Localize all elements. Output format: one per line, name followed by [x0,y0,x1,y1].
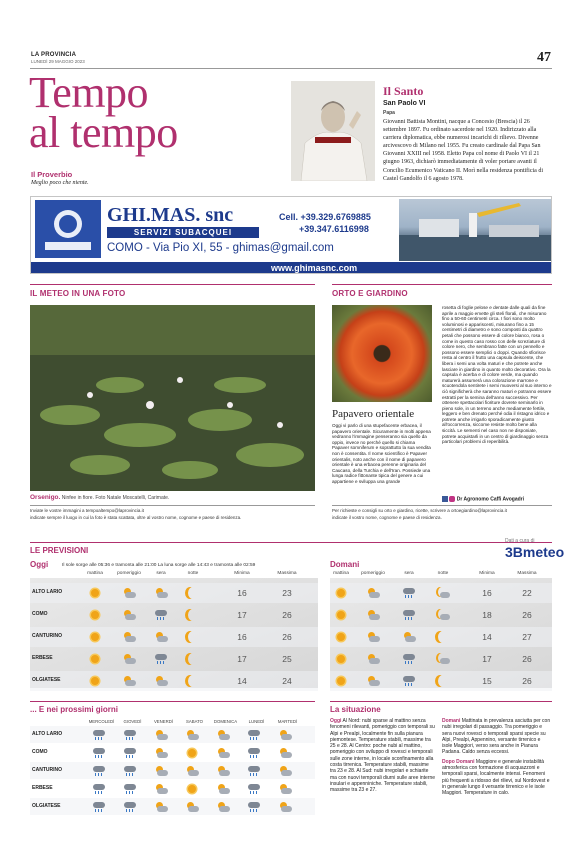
publication-name: LA PROVINCIA [31,52,77,58]
page-title [29,68,178,157]
partly-cloudy-icon [278,801,292,813]
foto-invite-email: Inviate le vostre immagini a tempoaltempo@laprovincia.it [30,508,144,513]
rain-cloud-icon [402,609,416,621]
prossimi-day-6: MARTEDÌ [277,719,298,724]
oggi-loc: OLGIATESE [32,677,61,683]
sun-icon [334,675,348,687]
ad-photo [399,199,551,261]
partly-cloudy-icon [402,631,416,643]
previsioni-rule [30,542,552,543]
prossimi-row-band [30,798,315,815]
prossimi-loc: ALTO LARIO [32,731,63,737]
partly-cloudy-icon [154,765,168,777]
sun-icon [334,631,348,643]
santo-role: Papa [383,110,395,116]
orto-bottom-rule [332,505,552,506]
moon-cloud-icon [436,609,450,621]
prossimi-row-band [30,762,315,779]
title-line-1: Tempo [29,68,149,117]
partly-cloudy-icon [366,631,380,643]
rain-cloud-icon [247,765,261,777]
situazione-oggi-text: Al Nord: nubi sparse al mattino senza fenomeni rilevanti, pomeriggio con temporali su Alpi e Prealpi, localmente fin sulla pianura piemontese. Temperature stabili, massime tra 25 e 28. Al Centro: poche nubi al mattino, pomeriggio con sviluppo di rovesci e temporali sulle zone interne, in locale sconfinamento alla costa tirrenica. Temperature stabili, massime tra 23 e 28. Al Sud: nubi irregolari e schiarite ma con nuovi temporali diurni sulle aree interne insulari e appenniniche. Temperature stabili, massime tra 23 e 27. [330,718,436,794]
domani-col-3: notte [437,571,449,576]
prossimi-label: ... E nei prossimi giorni [30,705,119,714]
partly-cloudy-icon [154,587,168,599]
partly-cloudy-icon [216,729,230,741]
domani-min-temp: 15 [482,676,492,686]
domani-min-temp: 14 [482,632,492,642]
meteo-foto-invite [30,508,315,521]
rain-cloud-icon [92,729,106,741]
oggi-max-temp: 24 [282,676,292,686]
domani-col-0: mattina [333,571,349,576]
situazione-domani-text: Mattinata in prevalenza asciutta per con nubi irregolari di passaggio. Tra pomeriggio e sera nuovi rovesci o temporali sparsi specie su Alpi, Prealpi, Appennino, versante tirrenico e isole Maggiori, verso sera anche in Pianura Padana. Caldo senza eccessi. [442,718,551,756]
prossimi-rule [30,701,315,702]
caption-text: Ninfee in fiore. Foto Natale Moscatelli, Carimate. [61,495,170,501]
rain-cloud-icon [123,747,137,759]
partly-cloudy-icon [216,765,230,777]
situazione-dopo-head: Dopo Domani [442,758,475,765]
prossimi-day-2: VENERDÌ [153,719,174,724]
partly-cloudy-icon [122,609,136,621]
poppy-photo [332,305,432,402]
oggi-loc: ERBESE [32,655,53,661]
prossimi-day-0: MERCOLEDÌ [88,719,115,724]
sun-icon [88,675,102,687]
partly-cloudy-icon [185,765,199,777]
partly-cloudy-icon [278,765,292,777]
rain-cloud-icon [92,765,106,777]
ad-logo [35,200,101,258]
datic-label: Dati a cura di [505,538,535,544]
orto-label: ORTO E GIARDINO [332,289,408,298]
partly-cloudy-icon [122,653,136,665]
title-line-2: al tempo [29,108,178,157]
foto-invite-note: indicate sempre il luogo in cui la foto è stata scattata, oltre al vostro nome, cognome e paese di residenza. [30,514,242,520]
oggi-loc: COMO [32,611,48,617]
rain-cloud-icon [123,783,137,795]
partly-cloudy-icon [185,729,199,741]
domani-col-4: Minima [479,571,495,576]
domani-col-2: sera [404,571,414,576]
domani-max-temp: 22 [522,588,532,598]
prossimi-day-1: GIOVEDÌ [123,719,142,724]
santo-body: Giovanni Battista Montini, nacque a Concesio (Brescia) il 26 settembre 1897. Fu ordinato sacerdote nel 1920. Indirizzato alla carriera diplomatica, ebbe numerosi incarichi di rilievo. Divenne arcivescovo di Milano nel 1955. Fu creato cardinale dal Papa San Giovanni XXIII nel 1958. Eletto Papa col nome di Paolo VI il 21 giugno 1963, dichiarò immediatamente di voler portare avanti il Concilio Ecumenico Vaticano II. Morì nella residenza pontificia di Castel Gandolfo il 6 agosto 1978. [383,119,544,182]
partly-cloudy-icon [154,631,168,643]
domani-min-temp: 17 [482,654,492,664]
oggi-col-2: sera [156,571,166,576]
rain-cloud-icon [402,675,416,687]
sun-icon [88,587,102,599]
moon-icon [186,653,200,665]
domani-max-temp: 26 [522,654,532,664]
orto-title: Papavero orientale [332,408,415,420]
meteo-foto-label: IL METEO IN UNA FOTO [30,289,126,298]
prossimi-loc: ERBESE [32,785,53,791]
ad-phone-1: +39.329.6769885 [300,212,371,222]
rain-cloud-icon [154,653,168,665]
oggi-min-temp: 16 [237,588,247,598]
situazione-dopo-text: Maggiore e generale instabilità atmosferica con formazione di acquazzoni e temporali sparsi, localmente intensi. Fenomeni più frequenti a ridosso dei rilievi, sul Nordovest e in generale lungo il versante tirrenico e le isole Maggiori. Temperature in calo. [442,758,550,797]
oggi-min-temp: 16 [237,632,247,642]
partly-cloudy-icon [278,783,292,795]
ad-url-link[interactable]: www.ghimasnc.com [271,263,358,273]
sun-icon [88,631,102,643]
rain-cloud-icon [402,653,416,665]
meteo-foto-bottom-rule [30,505,315,506]
rain-cloud-icon [247,783,261,795]
oggi-col-4: Minima [234,571,250,576]
proverbio-label: Il Proverbio [31,170,73,179]
oggi-min-temp: 14 [237,676,247,686]
rain-cloud-icon [123,801,137,813]
partly-cloudy-icon [366,653,380,665]
rain-cloud-icon [247,729,261,741]
partly-cloudy-icon [154,729,168,741]
situazione-domani [442,718,552,797]
facebook-icon [442,496,448,502]
previsioni-label: LE PREVISIONI [30,546,89,555]
domani-max-temp: 27 [522,632,532,642]
partly-cloudy-icon [154,675,168,687]
moon-cloud-icon [436,587,450,599]
rain-cloud-icon [92,783,106,795]
situazione-oggi-head: Oggi [330,718,342,724]
partly-cloudy-icon [154,747,168,759]
situazione-label: La situazione [330,705,381,714]
rain-cloud-icon [92,747,106,759]
oggi-col-3: notte [187,571,199,576]
domani-min-temp: 16 [482,588,492,598]
prossimi-day-3: SABATO [185,719,204,724]
orto-invite-email: Per richieste e consigli su orto e giardino, ricette, scrivere a ortoegiardino@laprovincia.it [332,508,507,513]
oggi-label: Oggi [30,560,49,569]
proverbio-text: Meglio poco che niente. [31,180,89,186]
situazione-rule [330,701,552,702]
domani-max-temp: 26 [522,676,532,686]
orto-invite-note: indicate il vostro nome, cognome e paese di residenza. [332,514,442,520]
orto-author: Dr Agronomo Caffi Avogadri [456,496,525,503]
partly-cloudy-icon [216,747,230,759]
issue-date: LUNEDÌ 29 MAGGIO 2023 [31,59,85,64]
oggi-max-temp: 23 [282,588,292,598]
rain-cloud-icon [123,729,137,741]
sun-icon [334,609,348,621]
meteo-foto-caption [30,494,169,501]
partly-cloudy-icon [122,587,136,599]
rain-cloud-icon [247,747,261,759]
ad-subtitle: SERVIZI SUBACQUEI [107,227,259,238]
partly-cloudy-icon [366,587,380,599]
domani-max-temp: 26 [522,610,532,620]
page-number: 47 [537,50,551,65]
prossimi-day-5: LUNEDÌ [248,719,265,724]
situazione-domani-head: Domani [442,718,461,724]
partly-cloudy-icon [278,747,292,759]
santo-section-title: Il Santo [383,84,424,98]
rain-cloud-icon [123,765,137,777]
sun-icon [185,747,199,759]
oggi-max-temp: 25 [282,654,292,664]
partly-cloudy-icon [185,801,199,813]
domani-min-temp: 18 [482,610,492,620]
ad-phones [279,211,371,235]
partly-cloudy-icon [216,801,230,813]
partly-cloudy-icon [122,631,136,643]
ad-address: COMO - Via Pio XI, 55 - ghimas@gmail.com [107,242,334,254]
partly-cloudy-icon [122,675,136,687]
moon-icon [186,631,200,643]
moon-cloud-icon [436,653,450,665]
oggi-max-temp: 26 [282,610,292,620]
oggi-min-temp: 17 [237,654,247,664]
sun-icon [334,587,348,599]
oggi-col-0: mattina [87,571,103,576]
rain-cloud-icon [154,609,168,621]
sun-icon [334,653,348,665]
santo-name: San Paolo VI [383,100,426,107]
caption-place: Orsenigo. [30,494,61,501]
partly-cloudy-icon [278,729,292,741]
rain-cloud-icon [92,801,106,813]
ad-company-name: GHI.MAS. snc [107,204,234,226]
orto-column-1: Oggi vi parlo di una stupefacente erbacea, il papavero orientale. Sicuramente in molti appena vedranno l'immagine penseranno sia quello da oppio, invece no perché quello si chiama Papaver somniferum e soprattutto la sua vendita non è consentita. Il nome scientifico è Papaver orientalis, noto anche con il nome di papavero orientale è una erbacea perenne originaria del Caucaso, della Turchia e dell'Iran. Possiede una lunga radice fittonante tipica del genere a cui appartiene e sviluppa una grande [332,423,431,484]
advertisement[interactable] [30,196,552,274]
rain-cloud-icon [247,801,261,813]
meteo-foto-rule [30,284,315,285]
partly-cloudy-icon [216,783,230,795]
3bmeteo-logo: 3Bmeteo [505,544,565,560]
oggi-min-temp: 17 [237,610,247,620]
oggi-col-5: Massima [277,571,297,576]
moon-icon [186,587,200,599]
domani-col-5: Massima [517,571,537,576]
orto-invite [332,508,552,521]
partly-cloudy-icon [154,783,168,795]
oggi-col-1: pomeriggio [117,571,141,576]
partly-cloudy-icon [366,609,380,621]
moon-icon [186,609,200,621]
sun-icon [185,783,199,795]
moon-icon [186,675,200,687]
domani-label: Domani [330,560,360,569]
orto-rule [332,284,552,285]
moon-icon [436,631,450,643]
orto-signature [442,496,524,502]
instagram-icon [449,496,455,502]
domani-col-1: pomeriggio [361,571,385,576]
ad-phone-2: +39.347.6116998 [299,224,369,234]
partly-cloudy-icon [154,801,168,813]
rain-cloud-icon [402,587,416,599]
oggi-loc: CANTURINO [32,633,62,639]
meteo-foto-image [30,305,315,491]
prossimi-day-4: DOMENICA [213,719,238,724]
oggi-loc: ALTO LARIO [32,589,63,595]
oggi-max-temp: 26 [282,632,292,642]
prossimi-loc: COMO [32,749,48,755]
santo-photo [291,81,375,181]
moon-icon [436,675,450,687]
prossimi-loc: OLGIATESE [32,803,61,809]
orto-column-2: rosetta di foglie pelose e dentate dalle quali da fine aprile a maggio emette gli steli florali, che misurano fino a 50-60 centimetri circa. I fiori sono molto voluminosi e appariscenti, misurano fino a 15 centimetri di diametro e sono composti da quattro petali che possono essere di colore bianco, rosa o come in questo caso rosso con delle screziature di colore nero, che sembrano fatte con un pennello e possono essere semplici o doppi. Quando sfiorisce resta al centro il frutto una capsula deiscente, che libera i semi una volta maturi e che potrete anche lasciare in giardino in quanto molto decorativo. Ora la capsula è acerba e di colore verde, ma quando maturerà assumerà una colorazione marrone e scuotendola sentirete i semi muoversi al suo interno e ciò significherà che saranno maturi e potranno essere estratti per la semina dell'anno successivo. Per ottenere spettacolari fioriture dovrete seminarlo in pieno sole, in un terreno anche mediamente fertile, leggero e ben drenato perché odia il ristagno idrico e potrete anche irrigarlo sporadicamente giusto all'occorrenza, siccome resiste molto bene alla siccità. Le sementi nel caso non ne disponiate, potrete acquistarli in un centro di giardinaggio senza particolari problemi di reperibilità. [442,305,552,445]
sun-icon [88,609,102,621]
sun-moon-times: Il sole sorge alle 05:36 e tramonta alle 21:00 La luna sorge alle 14:43 e tramonta alle 02:59 [62,563,256,568]
ad-cell-label: Cell. [279,212,299,222]
prossimi-row-band [30,726,315,743]
partly-cloudy-icon [366,675,380,687]
situazione-oggi [330,718,436,794]
sun-icon [88,653,102,665]
prossimi-loc: CANTURINO [32,767,62,773]
